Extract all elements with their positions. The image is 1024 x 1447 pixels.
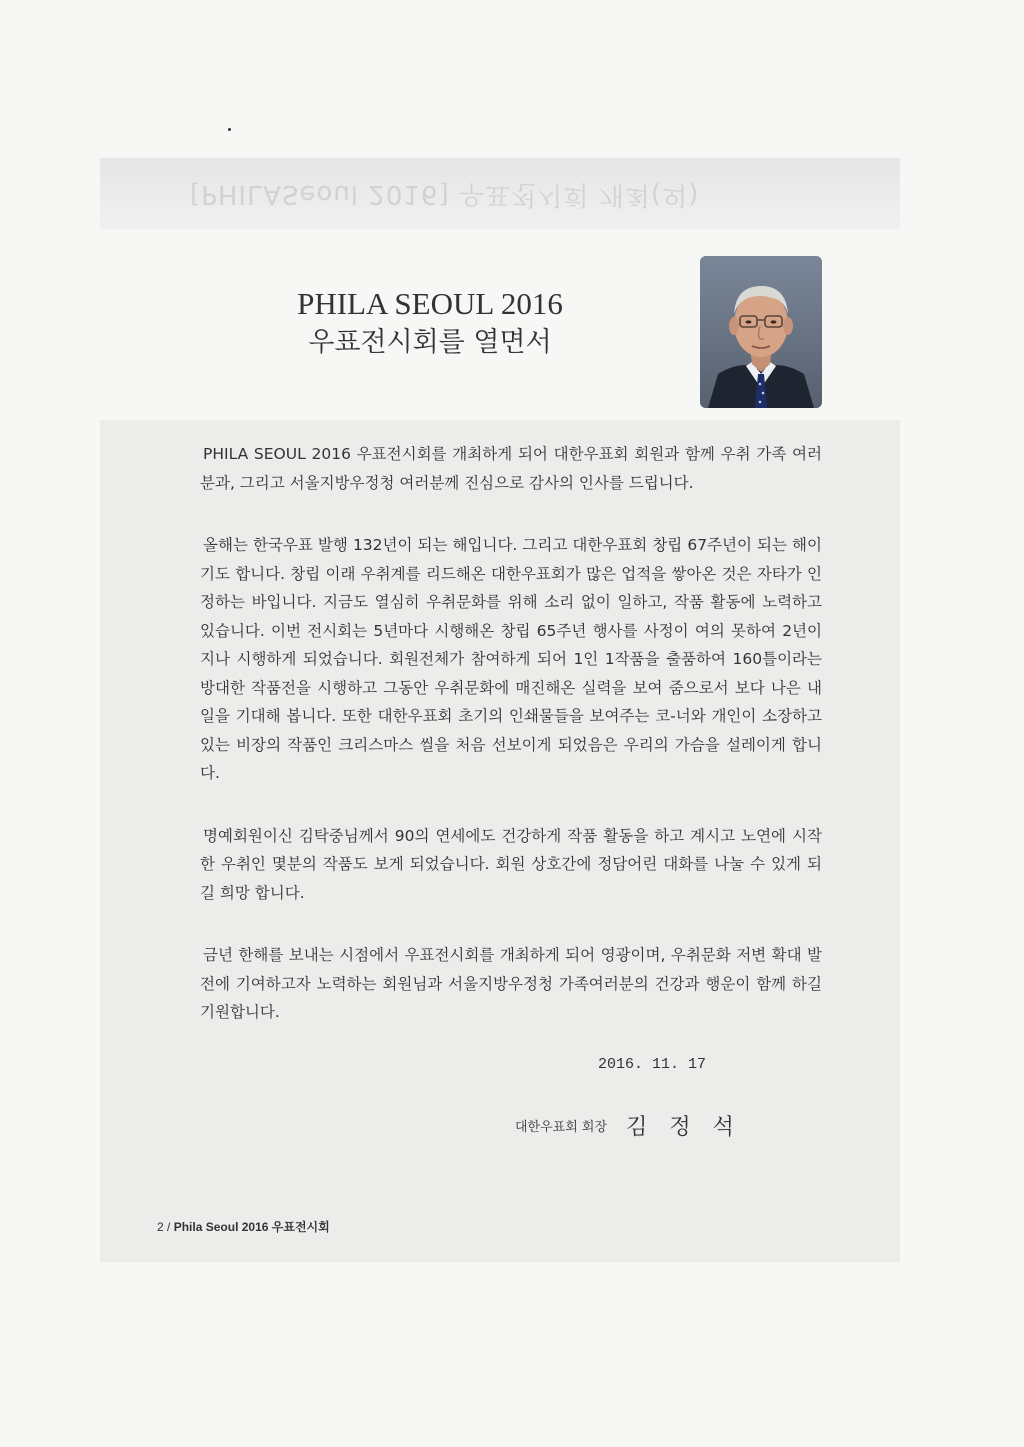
title-korean: 우표전시회를 열면서 — [308, 326, 552, 358]
page-number: 2 — [157, 1220, 164, 1234]
title-english: PHILA SEOUL 2016 — [297, 286, 563, 321]
letter-body — [200, 440, 822, 1061]
president-portrait-photo — [700, 256, 822, 408]
letter-paragraph-4: 금년 한해를 보내는 시점에서 우표전시회를 개최하게 되어 영광이며, 우취문화 저변 확대 발전에 기여하고자 노력하는 회원님과 서울지방우정청 가족여러분의 건강과 행운이 함께 하길 기원합니다. — [200, 946, 822, 1021]
footer-separator: / — [167, 1220, 171, 1234]
portrait-illustration — [700, 256, 822, 408]
letter-paragraph-2: 올해는 한국우표 발행 132년이 되는 해입니다. 그리고 대한우표회 창립 67주년이 되는 해이기도 합니다. 창립 이래 우취계를 리드해온 대한우표회가 많은 업적을 쌓아온 것은 자타가 인정하는 바입니다. 지금도 열심히 우취문화를 위해 소리 없이 일하고, 작품 활동에 노력하고 있습니다. 이번 전시회는 5년마다 시행해온 창립 65주년 행사를 사정이 여의 못하여 2년이 지나 시행하게 되었습니다. 회원전체가 참여하게 되어 1인 1작품을 출품하여 160틀이라는 방대한 작품전을 시행하고 그동안 우취문화에 매진해온 실력을 보여 줌으로서 보다 나은 내일을 기대해 봅니다. 또한 대한우표회 초기의 인쇄물들을 보여주는 코-너와 개인이 소장하고 있는 비장의 작품인 크리스마스 씰을 처음 선보이게 되었음은 우리의 가슴을 설레이게 합니다. — [200, 536, 822, 782]
signer-role: 대한우표회 회장 — [515, 1120, 608, 1135]
letter-date: 2016. 11. 17 — [598, 1056, 707, 1073]
letter-paragraph-1: PHILA SEOUL 2016 우표전시회를 개최하게 되어 대한우표회 회원과 함께 우취 가족 여러분과, 그리고 서울지방우정청 여러분께 진심으로 감사의 인사를 드립니다. — [200, 445, 822, 492]
page-title — [230, 285, 630, 360]
letter-paragraph-3: 명예회원이신 김탁중님께서 90의 연세에도 건강하게 작품 활동을 하고 계시고 노연에 시작한 우취인 몇분의 작품도 보게 되었습니다. 회원 상호간에 정담어린 대화를 나눌 수 있게 되길 희망 합니다. — [200, 826, 822, 902]
signer-name: 김정석 — [626, 1115, 756, 1140]
scan-speck — [228, 128, 231, 131]
page-footer — [157, 1218, 330, 1235]
signature-block — [515, 1110, 756, 1141]
bleed-through-text: [PHILASeoul 2016] 우표전시회 개최(외) — [190, 179, 700, 209]
publication-name: Phila Seoul 2016 우표전시회 — [173, 1220, 330, 1234]
